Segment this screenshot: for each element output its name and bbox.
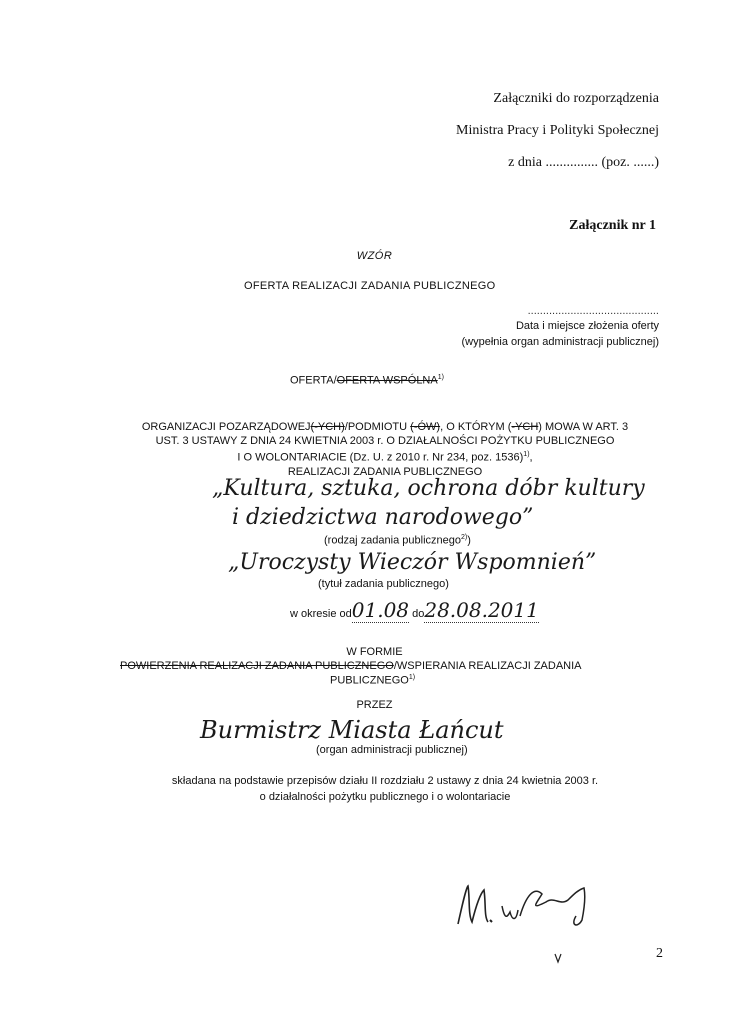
tick-mark-drawing bbox=[554, 952, 562, 964]
header-line-1: Załączniki do rozporządzenia bbox=[493, 91, 659, 106]
org-line3-end: , bbox=[529, 451, 533, 464]
legal-basis bbox=[90, 773, 680, 805]
date-place-dots: ........................................... bbox=[527, 305, 659, 317]
offer-type-footnote: 1) bbox=[437, 374, 444, 381]
task-type-handwritten-1: „Kultura, sztuka, ochrona dóbr kultury bbox=[212, 476, 645, 501]
header-line-3: z dnia ............... (poz. ......) bbox=[508, 155, 659, 170]
organization-line-4: REALIZACJI ZADANIA PUBLICZNEGO bbox=[287, 465, 483, 478]
handwritten-signature bbox=[450, 876, 610, 936]
legal-basis-line-1: składana na podstawie przepisów działu II rozdziału 2 ustawy z dnia 24 kwietnia 2003 r. bbox=[171, 775, 599, 787]
org-struck-3: -YCH bbox=[511, 421, 539, 433]
header-line-2: Ministra Pracy i Polityki Społecznej bbox=[456, 123, 659, 138]
organization-line-3 bbox=[90, 448, 680, 465]
form-rest: /WSPIERANIA REALIZACJI ZADANIA bbox=[393, 660, 582, 672]
task-type-label-text: (rodzaj zadania publicznego bbox=[324, 534, 461, 547]
date-place-label: Data i miejsce złożenia oferty bbox=[515, 320, 659, 332]
organization-line-2: UST. 3 USTAWY Z DNIA 24 KWIETNIA 2003 r. O DZIAŁALNOŚCI POŻYTKU PUBLICZNEGO bbox=[155, 435, 615, 447]
org-text-1: ORGANIZACJI POZARZĄDOWEJ bbox=[141, 421, 311, 433]
org-line3-footnote: 1) bbox=[523, 451, 530, 458]
period-from: 01.08 bbox=[351, 598, 410, 622]
offer-type bbox=[290, 374, 444, 387]
task-type-footnote: 2) bbox=[460, 534, 468, 541]
org-text-4: ) MOWA W ART. 3 bbox=[538, 421, 629, 433]
template-label: WZÓR bbox=[356, 250, 393, 262]
form-label: W FORMIE bbox=[346, 646, 403, 658]
task-title-handwritten: „Uroczysty Wieczór Wspomnień” bbox=[228, 550, 597, 575]
attachment-number: Załącznik nr 1 bbox=[569, 218, 656, 233]
task-title-label: (tytuł zadania publicznego) bbox=[318, 578, 449, 590]
page-number: 2 bbox=[656, 946, 663, 961]
org-line3-text: I O WOLONTARIACIE (Dz. U. z 2010 r. Nr 234, poz. 1536) bbox=[237, 451, 524, 464]
signature-drawing bbox=[450, 876, 610, 936]
period-row bbox=[290, 598, 539, 623]
org-struck-2: (-ÓW) bbox=[410, 421, 441, 433]
date-place-note: (wypełnia organ administracji publicznej) bbox=[461, 336, 659, 348]
period-prefix: w okresie od bbox=[290, 608, 352, 620]
period-to: 28.08.2011 bbox=[424, 598, 539, 622]
form-line-2 bbox=[330, 674, 415, 687]
by-label: PRZEZ bbox=[356, 699, 393, 711]
offer-type-wspolna-struck: OFERTA WSPÓLNA bbox=[336, 374, 438, 387]
organization-line-1 bbox=[90, 420, 680, 434]
form-footnote: 1) bbox=[408, 674, 416, 681]
task-type-handwritten-2: i dziedzictwa narodowego” bbox=[232, 505, 534, 530]
organization-block bbox=[90, 420, 680, 479]
form-line2-text: PUBLICZNEGO bbox=[330, 674, 409, 687]
form-line-1 bbox=[120, 660, 582, 672]
tick-mark bbox=[554, 952, 562, 967]
offer-type-oferta: OFERTA/ bbox=[290, 374, 337, 387]
form-struck: POWIERZENIA REALIZACJI ZADANIA PUBLICZNEGO bbox=[120, 660, 394, 672]
task-type-label-end: ) bbox=[467, 534, 471, 547]
org-text-3: , O KTÓRYM ( bbox=[440, 421, 512, 433]
legal-basis-line-2: o działalności pożytku publicznego i o wolontariacie bbox=[259, 791, 511, 803]
authority-handwritten: Burmistrz Miasta Łańcut bbox=[200, 716, 504, 744]
org-struck-1: (-YCH) bbox=[310, 421, 345, 433]
task-type-label bbox=[324, 534, 471, 547]
authority-note: (organ administracji publicznej) bbox=[316, 744, 468, 756]
form-title: OFERTA REALIZACJI ZADANIA PUBLICZNEGO bbox=[244, 280, 496, 292]
org-text-2: /PODMIOTU bbox=[344, 421, 411, 433]
period-mid: do bbox=[412, 608, 425, 620]
